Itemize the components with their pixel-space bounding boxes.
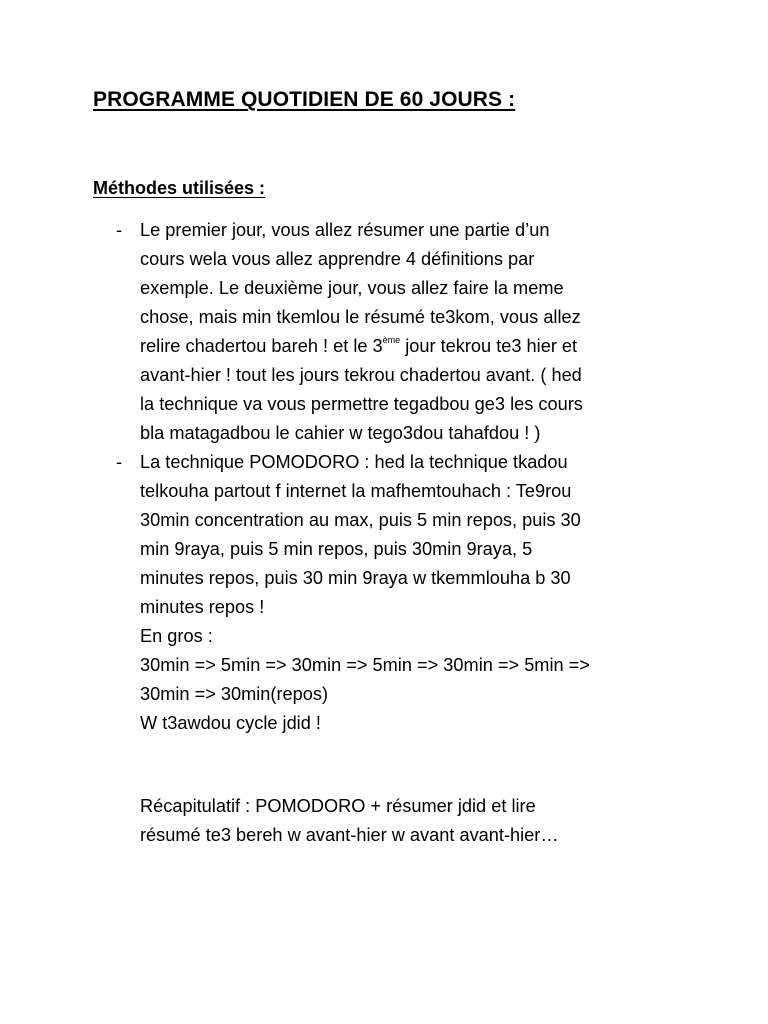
text-line: bla matagadbou le cahier w tego3dou tahafdou ! ) [140, 423, 541, 443]
text-line: 30min => 30min(repos) [140, 684, 329, 704]
text-line: En gros : [140, 626, 213, 646]
text-line: Récapitulatif : POMODORO + résumer jdid et lire [140, 796, 536, 816]
text-line: 30min => 5min => 30min => 5min => 30min => 5min => [140, 655, 590, 675]
text-line: résumé te3 bereh w avant-hier w avant avant-hier… [140, 825, 559, 845]
list-item [0, 216, 768, 448]
text-fragment: jour tekrou te3 hier et [400, 336, 578, 356]
text-line: avant-hier ! tout les jours tekrou chadertou avant. ( hed [140, 365, 582, 385]
methods-heading: Méthodes utilisées : [93, 178, 266, 198]
methods-list [0, 216, 768, 738]
text-fragment: relire chadertou bareh ! et le 3 [140, 336, 383, 356]
text-line: La technique POMODORO : hed la technique tkadou [140, 452, 568, 472]
bullet-dash: - [116, 220, 123, 240]
text-line: cours wela vous allez apprendre 4 définitions par [140, 249, 535, 269]
bullet-dash: - [116, 452, 123, 472]
text-line: Le premier jour, vous allez résumer une partie d’un [140, 220, 550, 240]
list-item [0, 448, 768, 738]
text-line: chose, mais min tkemlou le résumé te3kom, vous allez [140, 307, 581, 327]
text-line [140, 332, 768, 361]
recap-paragraph [140, 792, 559, 850]
text-line: la technique va vous permettre tegadbou ge3 les cours [140, 394, 583, 414]
list-item-text [140, 448, 768, 738]
text-line: 30min concentration au max, puis 5 min repos, puis 30 [140, 510, 581, 530]
page-title: PROGRAMME QUOTIDIEN DE 60 JOURS : [93, 88, 516, 111]
text-line: exemple. Le deuxième jour, vous allez faire la meme [140, 278, 564, 298]
text-line: min 9raya, puis 5 min repos, puis 30min 9raya, 5 [140, 539, 533, 559]
text-line: minutes repos ! [140, 597, 265, 617]
text-line: minutes repos, puis 30 min 9raya w tkemmlouha b 30 [140, 568, 571, 588]
superscript: ème [382, 334, 401, 345]
text-line: telkouha partout f internet la mafhemtouhach : Te9rou [140, 481, 572, 501]
text-line: W t3awdou cycle jdid ! [140, 713, 321, 733]
list-item-text [140, 216, 768, 448]
